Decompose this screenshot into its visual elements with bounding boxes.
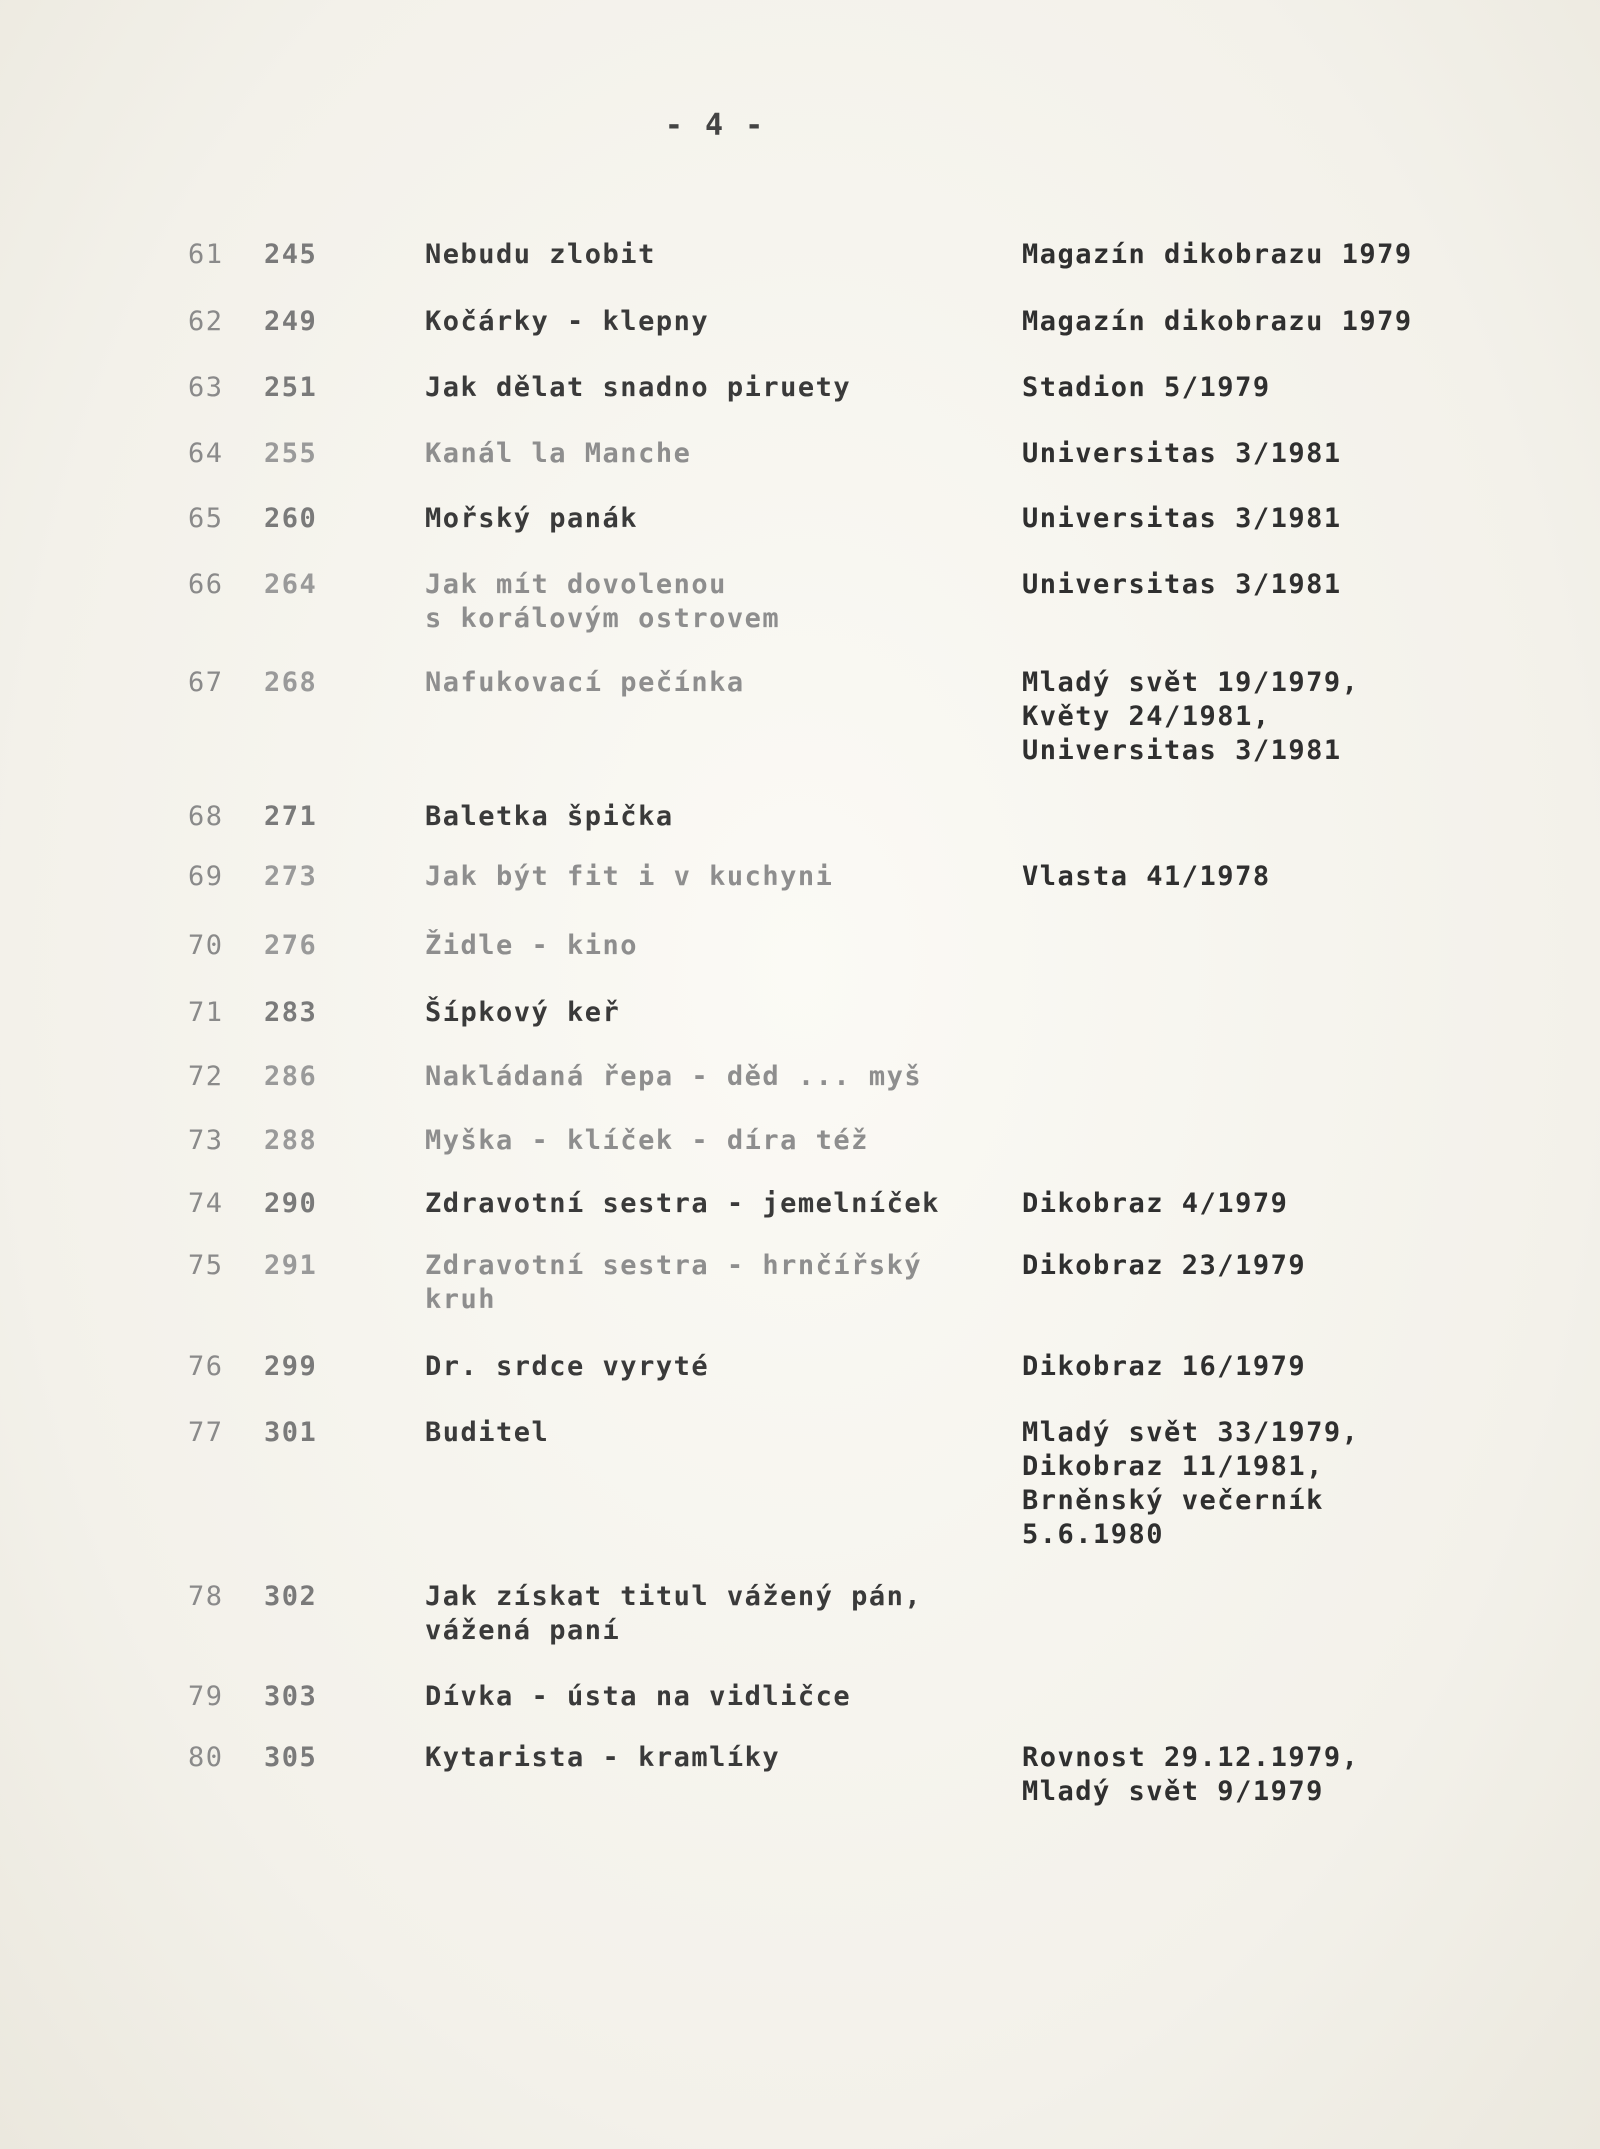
entry-title: Dívka - ústa na vidličce — [425, 1681, 852, 1712]
entry-number: 76 — [188, 1351, 224, 1382]
entry-title: Jak získat titul vážený pán, vážená paní — [425, 1581, 923, 1646]
entry-code: 288 — [264, 1125, 318, 1156]
entry-code: 271 — [264, 801, 318, 832]
entry-number: 64 — [188, 438, 224, 469]
entry-code: 255 — [264, 438, 318, 469]
entry-number: 72 — [188, 1061, 224, 1092]
entry-title: Jak dělat snadno piruety — [425, 372, 852, 403]
entry-code: 276 — [264, 930, 318, 961]
entry-source: Mladý svět 33/1979, Dikobraz 11/1981, Brněnský večerník 5.6.1980 — [1022, 1417, 1360, 1550]
entry-title: Jak být fit i v kuchyni — [425, 861, 834, 892]
entry-title: Kanál la Manche — [425, 438, 692, 469]
entry-number: 78 — [188, 1581, 224, 1612]
entry-source: Mladý svět 19/1979, Květy 24/1981, Universitas 3/1981 — [1022, 667, 1360, 766]
entry-title: Zdravotní sestra - jemelníček — [425, 1188, 940, 1219]
entry-source: Magazín dikobrazu 1979 — [1022, 239, 1413, 270]
entry-title: Myška - klíček - díra též — [425, 1125, 869, 1156]
entry-code: 268 — [264, 667, 318, 698]
entry-source: Dikobraz 4/1979 — [1022, 1188, 1289, 1219]
entry-number: 66 — [188, 569, 224, 600]
entry-code: 305 — [264, 1742, 318, 1773]
entry-code: 273 — [264, 861, 318, 892]
entry-number: 65 — [188, 503, 224, 534]
entry-number: 68 — [188, 801, 224, 832]
entry-title: Dr. srdce vyryté — [425, 1351, 710, 1382]
entry-title: Jak mít dovolenou s korálovým ostrovem — [425, 569, 781, 634]
entry-code: 286 — [264, 1061, 318, 1092]
page-number: - 4 - — [664, 108, 766, 143]
entry-code: 301 — [264, 1417, 318, 1448]
entry-code: 264 — [264, 569, 318, 600]
entry-code: 302 — [264, 1581, 318, 1612]
entry-code: 303 — [264, 1681, 318, 1712]
entry-title: Zdravotní sestra - hrnčířský kruh — [425, 1250, 923, 1315]
entry-code: 249 — [264, 306, 318, 337]
entry-number: 71 — [188, 997, 224, 1028]
entry-title: Kočárky - klepny — [425, 306, 710, 337]
entry-code: 251 — [264, 372, 318, 403]
entry-title: Nebudu zlobit — [425, 239, 656, 270]
entry-title: Židle - kino — [425, 930, 639, 961]
entry-title: Buditel — [425, 1417, 550, 1448]
entry-title: Nakládaná řepa - děd ... myš — [425, 1061, 923, 1092]
entry-number: 80 — [188, 1742, 224, 1773]
entry-number: 77 — [188, 1417, 224, 1448]
entry-title: Nafukovací pečínka — [425, 667, 745, 698]
entry-code: 260 — [264, 503, 318, 534]
entry-title: Šípkový keř — [425, 997, 621, 1028]
entry-number: 79 — [188, 1681, 224, 1712]
entry-source: Rovnost 29.12.1979, Mladý svět 9/1979 — [1022, 1742, 1360, 1807]
entry-code: 291 — [264, 1250, 318, 1281]
entry-source: Universitas 3/1981 — [1022, 569, 1342, 600]
entry-number: 67 — [188, 667, 224, 698]
entry-number: 63 — [188, 372, 224, 403]
entry-source: Vlasta 41/1978 — [1022, 861, 1271, 892]
entry-source: Stadion 5/1979 — [1022, 372, 1271, 403]
entry-code: 245 — [264, 239, 318, 270]
entry-title: Kytarista - kramlíky — [425, 1742, 781, 1773]
entry-source: Universitas 3/1981 — [1022, 438, 1342, 469]
entry-number: 61 — [188, 239, 224, 270]
entry-number: 73 — [188, 1125, 224, 1156]
entry-source: Dikobraz 23/1979 — [1022, 1250, 1307, 1281]
entry-code: 299 — [264, 1351, 318, 1382]
entry-title: Mořský panák — [425, 503, 639, 534]
entry-number: 69 — [188, 861, 224, 892]
entry-code: 290 — [264, 1188, 318, 1219]
entry-number: 75 — [188, 1250, 224, 1281]
entry-number: 74 — [188, 1188, 224, 1219]
entry-source: Dikobraz 16/1979 — [1022, 1351, 1307, 1382]
entry-number: 62 — [188, 306, 224, 337]
entry-number: 70 — [188, 930, 224, 961]
entry-code: 283 — [264, 997, 318, 1028]
entry-source: Magazín dikobrazu 1979 — [1022, 306, 1413, 337]
entry-source: Universitas 3/1981 — [1022, 503, 1342, 534]
entry-title: Baletka špička — [425, 801, 674, 832]
